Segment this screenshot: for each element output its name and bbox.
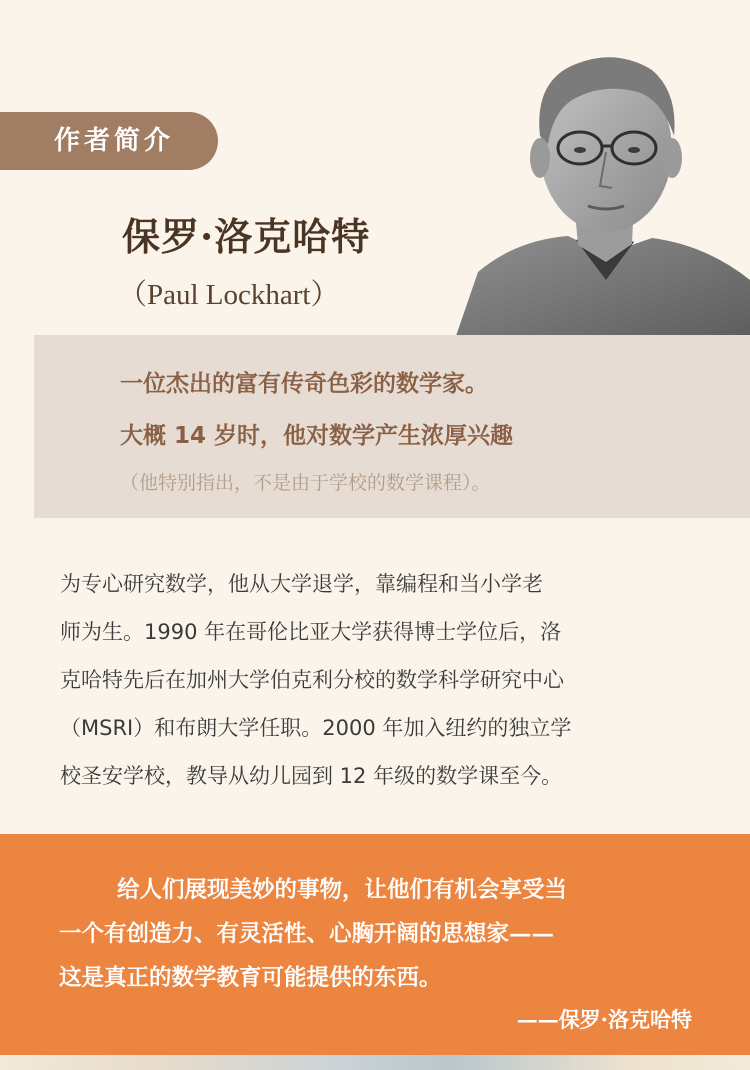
author-latin-name: （Paul Lockhart） <box>118 279 340 311</box>
section-tag-author-intro: 作者简介 <box>0 112 218 170</box>
highlight-line-2: 大概 14 岁时，他对数学产生浓厚兴趣 <box>120 423 514 449</box>
highlight-box <box>34 335 750 518</box>
bio-paragraph <box>60 560 700 800</box>
bio-line: （MSRI）和布朗大学任职。2000 年加入纽约的独立学 <box>60 716 572 740</box>
bio-line: 克哈特先后在加州大学伯克利分校的数学科学研究中心 <box>60 668 564 692</box>
quote-line-3: 这是真正的数学教育可能提供的东西。 <box>59 965 442 991</box>
quote-block <box>0 834 750 1055</box>
highlight-note: （他特别指出，不是由于学校的数学课程）。 <box>120 472 491 494</box>
author-portrait-photo <box>456 40 750 336</box>
highlight-line-1: 一位杰出的富有传奇色彩的数学家。 <box>120 371 488 397</box>
author-name: 保罗·洛克哈特 <box>122 214 371 259</box>
quote-line-1: 给人们展现美妙的事物，让他们有机会享受当 <box>117 877 568 903</box>
quote-attribution: ——保罗·洛克哈特 <box>516 1007 692 1032</box>
quote-line-2: 一个有创造力、有灵活性、心胸开阔的思想家—— <box>59 921 555 947</box>
bio-line: 为专心研究数学，他从大学退学，靠编程和当小学老 <box>60 572 543 596</box>
bio-line: 校圣安学校，教导从幼儿园到 12 年级的数学课至今。 <box>60 764 563 788</box>
bio-line: 师为生。1990 年在哥伦比亚大学获得博士学位后，洛 <box>60 620 562 644</box>
bottom-decor-strip <box>0 1055 750 1070</box>
